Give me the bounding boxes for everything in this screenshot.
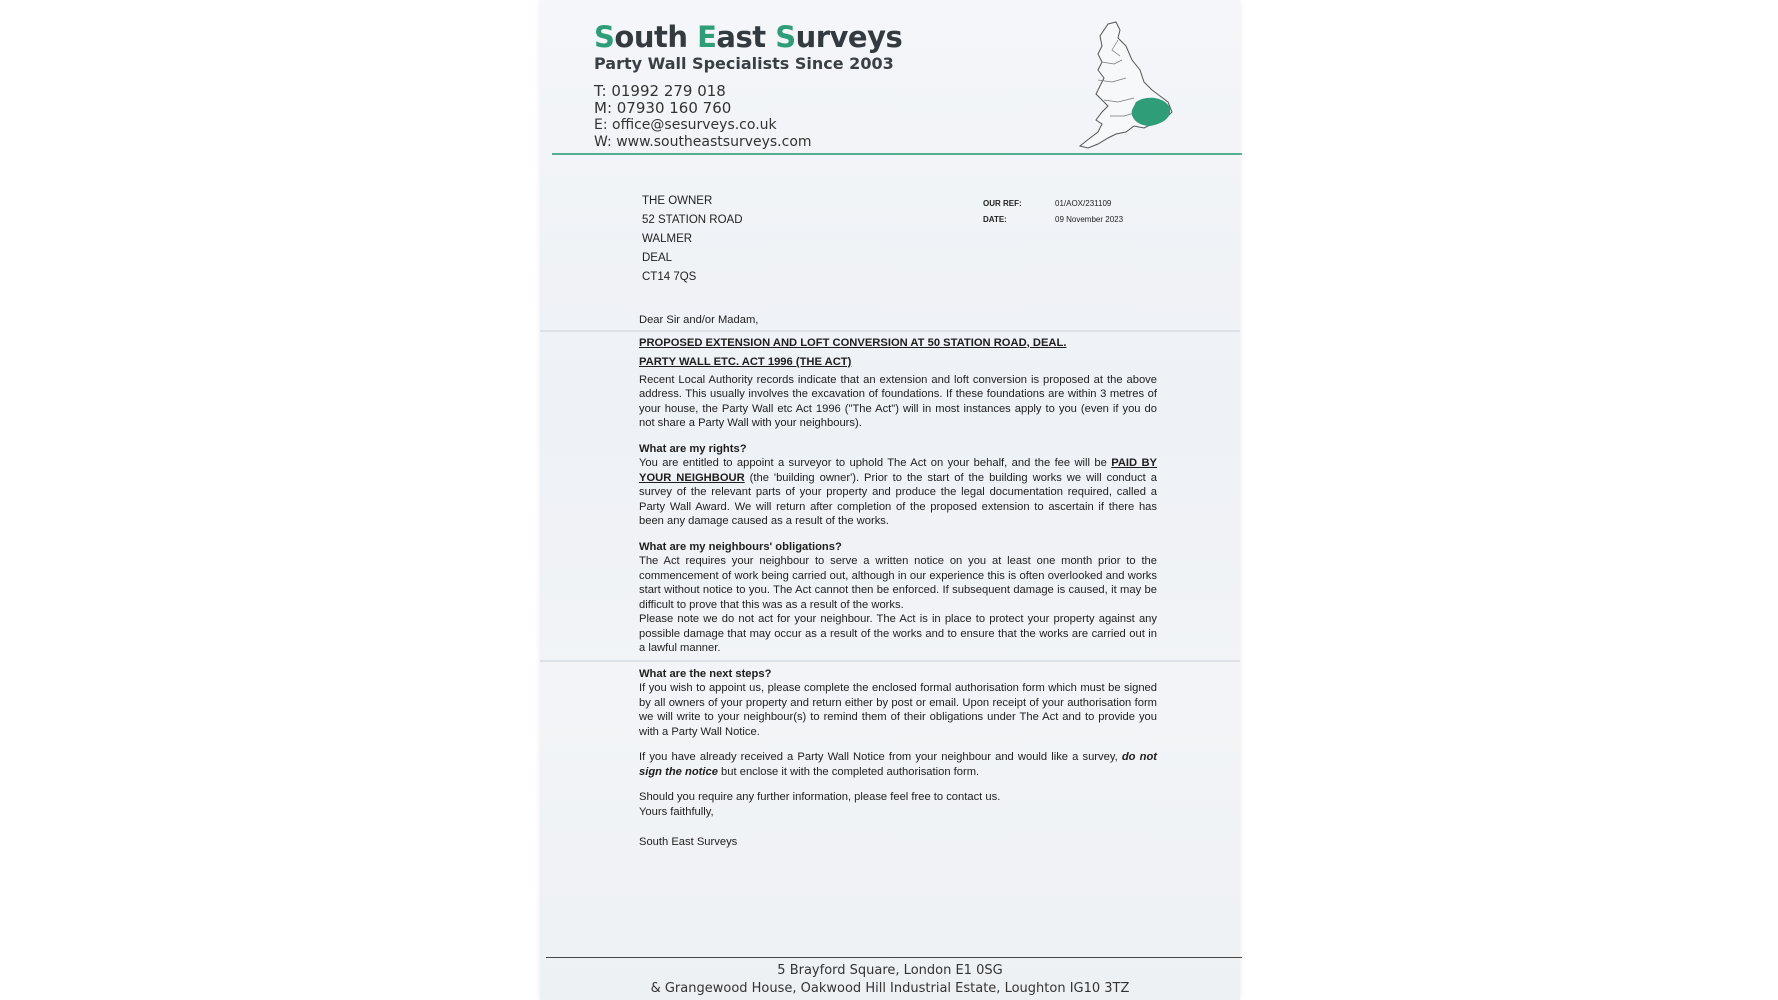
- letter-body: [639, 313, 1157, 850]
- not-acting-paragraph: Please note we do not act for your neighbour. The Act is in place to protect your property against any possible damage that may occur as a result of the works and to ensure that the works are carried out in a lawful manner.: [639, 613, 1157, 654]
- contact-details: [594, 83, 812, 151]
- next-steps-paragraph: If you wish to appoint us, please complete the enclosed formal authorisation form which must be signed by all owners of your property and return either by post or email. Upon receipt of your authorisation form we will write to your neighbour(s) to remind them of their obligations under The Act and to provide you with a Party Wall Notice.: [639, 682, 1157, 738]
- england-map-icon: [1068, 20, 1188, 152]
- recipient-address: THE OWNER 52 STATION ROAD WALMER DEAL CT14 7QS: [642, 195, 743, 283]
- notice-paragraph: If you have already received a Party Wall Notice from your neighbour and would like a survey, do not sign the notice but enclose it with the completed authorisation form.: [639, 751, 1158, 778]
- reference-number: 01/AOX/231109: [1055, 199, 1112, 208]
- intro-paragraph: Recent Local Authority records indicate that an extension and loft conversion is proposed at the above address. This usually involves the excavation of foundations. If these foundations are within 3 metres of your house, the Party Wall etc Act 1996 ("The Act") will in most instances apply to you (even if you do not share a Party Wall with your neighbours).: [639, 373, 1157, 429]
- email-address: E: office@sesurveys.co.uk: [594, 117, 777, 133]
- closing: Yours faithfully,: [639, 805, 714, 818]
- next-steps-question: What are the next steps?: [639, 667, 772, 680]
- company-name: South East Surveys: [594, 20, 903, 54]
- letterhead-divider: [552, 153, 1242, 155]
- letter-page: [540, 0, 1240, 1000]
- company-tagline: Party Wall Specialists Since 2003: [594, 54, 894, 73]
- footer-divider: [546, 957, 1242, 958]
- salutation: Dear Sir and/or Madam,: [639, 314, 759, 326]
- obligations-paragraph: The Act requires your neighbour to serve a written notice on you at least one month prior to the commencement of work being carried out, although in our experience this is often overlooked and works start without notice to you. The Act cannot then be enforced. If subsequent damage is caused, it may be difficult to prove that this was as a result of the works.: [639, 555, 1157, 611]
- rights-question: What are my rights?: [639, 442, 747, 455]
- subject-heading: PROPOSED EXTENSION AND LOFT CONVERSION AT 50 STATION ROAD, DEAL.: [639, 336, 1067, 349]
- obligations-question: What are my neighbours' obligations?: [639, 540, 842, 553]
- signoff: South East Surveys: [639, 836, 738, 848]
- rights-paragraph: You are entitled to appoint a surveyor to uphold The Act on your behalf, and the fee will be PAID BY YOUR NEIGHBOUR (the 'building owner'). Prior to the start of the building works we will conduct a survey of the relevant parts of your property and produce the legal documentation required, called a Party Wall Award. We will return after completion of the proposed extension to ascertain if there has been any damage caused as a result of the works.: [639, 457, 1157, 527]
- website-address: W: www.southeastsurveys.com: [594, 134, 812, 150]
- phone-number: T: 01992 279 018: [594, 82, 726, 100]
- footer-address: 5 Brayford Square, London E1 0SG & Grangewood House, Oakwood Hill Industrial Estate, Loughton IG10 3TZ: [650, 963, 1130, 996]
- act-heading: PARTY WALL ETC. ACT 1996 (THE ACT): [639, 356, 852, 368]
- letter-date: 09 November 2023: [1055, 215, 1124, 224]
- mobile-number: M: 07930 160 760: [594, 99, 732, 117]
- reference-block: OUR REF: 01/AOX/231109 DATE: 09 November 2023: [983, 196, 1123, 228]
- contact-paragraph: Should you require any further information, please feel free to contact us.: [639, 791, 1001, 803]
